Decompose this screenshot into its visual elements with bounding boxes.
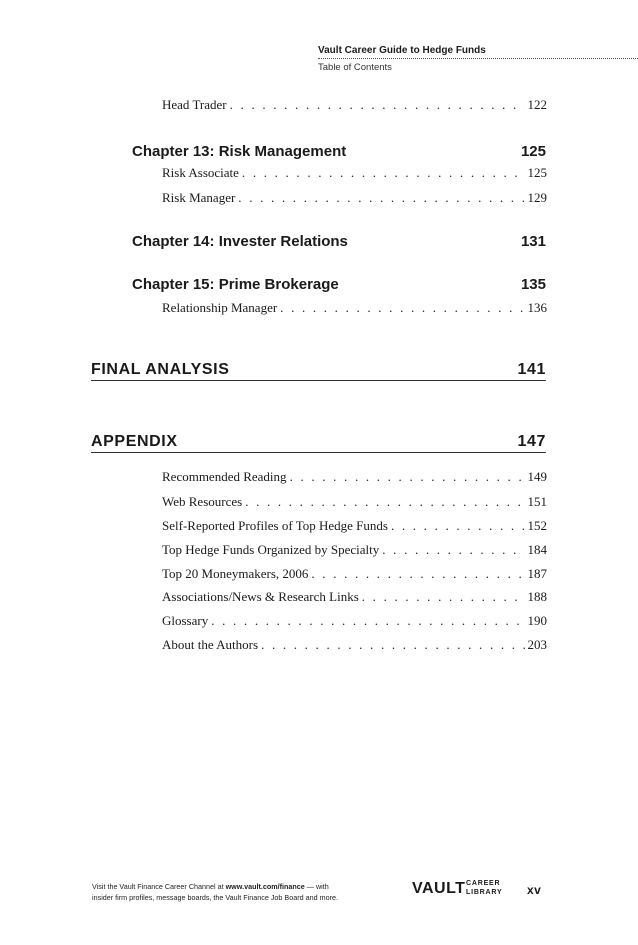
dot-leader — [280, 300, 524, 316]
toc-entry-head-trader[interactable] — [162, 97, 547, 115]
toc-chapter-14[interactable] — [132, 233, 546, 250]
toc-entry-title: Risk Manager — [162, 190, 236, 205]
toc-entry-page: 187 — [527, 566, 547, 581]
toc-entry-organized-by-specialty[interactable] — [162, 542, 547, 560]
toc-entry-title: Top Hedge Funds Organized by Specialty — [162, 542, 380, 557]
toc-entry-risk-manager[interactable] — [162, 190, 547, 208]
section-page: 147 — [517, 433, 546, 450]
toc-entry-title: Risk Associate — [162, 165, 239, 180]
toc-entry-glossary[interactable] — [162, 613, 547, 631]
toc-entry-recommended-reading[interactable] — [162, 469, 547, 487]
dot-leader — [211, 613, 524, 629]
toc-entry-self-reported-profiles[interactable] — [162, 518, 547, 536]
toc-entry-associations-links[interactable] — [162, 589, 547, 607]
dot-leader — [382, 542, 524, 558]
chapter-title: Chapter 14: Invester Relations — [132, 233, 348, 250]
toc-entry-risk-associate[interactable] — [162, 165, 547, 183]
toc-entry-title: Web Resources — [162, 494, 243, 509]
dot-leader — [245, 494, 524, 510]
header-dotted-rule — [318, 58, 638, 59]
toc-entry-web-resources[interactable] — [162, 494, 547, 512]
toc-entry-page: 188 — [527, 589, 547, 604]
chapter-page: 131 — [520, 233, 546, 250]
toc-entry-title: About the Authors — [162, 637, 259, 652]
dot-leader — [238, 190, 524, 206]
footer-text: Visit the Vault Finance Career Channel at — [92, 882, 226, 891]
toc-entry-page: 122 — [527, 97, 547, 112]
running-header-subtitle: Table of Contents — [318, 62, 392, 73]
toc-entry-page: 151 — [527, 494, 547, 509]
toc-entry-page: 129 — [527, 190, 547, 205]
dot-leader — [230, 97, 525, 113]
toc-entry-title: Head Trader — [162, 97, 227, 112]
dot-leader — [290, 469, 525, 485]
footer-link-vault-finance[interactable]: www.vault.com/finance — [225, 882, 305, 891]
page-number: xv — [527, 883, 542, 897]
dot-leader — [242, 165, 525, 181]
chapter-title: Chapter 13: Risk Management — [132, 143, 347, 160]
section-title: FINAL ANALYSIS — [91, 361, 230, 378]
toc-entry-about-the-authors[interactable] — [162, 637, 547, 655]
toc-entry-page: 203 — [527, 637, 547, 652]
vault-logo-career: CAREER — [466, 880, 501, 887]
toc-entry-relationship-manager[interactable] — [162, 300, 547, 318]
dot-leader — [311, 566, 524, 582]
chapter-page: 135 — [520, 276, 546, 293]
toc-entry-title: Top 20 Moneymakers, 2006 — [162, 566, 309, 581]
toc-chapter-13[interactable] — [132, 143, 546, 160]
toc-entry-page: 184 — [527, 542, 547, 557]
toc-entry-page: 149 — [527, 469, 547, 484]
vault-logo-library: LIBRARY — [466, 889, 503, 896]
toc-entry-page: 152 — [527, 518, 547, 533]
chapter-title: Chapter 15: Prime Brokerage — [132, 276, 339, 293]
toc-entry-top-20-moneymakers[interactable] — [162, 566, 547, 584]
dot-leader — [362, 589, 525, 605]
section-underline — [91, 380, 546, 381]
toc-entry-page: 190 — [527, 613, 547, 628]
footer-line-1 — [92, 882, 329, 891]
toc-entry-page: 125 — [527, 165, 547, 180]
section-title: APPENDIX — [91, 433, 178, 450]
toc-entry-title: Glossary — [162, 613, 209, 628]
toc-chapter-15[interactable] — [132, 276, 546, 293]
section-page: 141 — [517, 361, 546, 378]
toc-entry-title: Associations/News & Research Links — [162, 589, 359, 604]
section-underline — [91, 452, 546, 453]
vault-logo-wordmark: VAULT — [412, 880, 466, 897]
toc-entry-title: Self-Reported Profiles of Top Hedge Funds — [162, 518, 388, 533]
toc-entry-page: 136 — [527, 300, 547, 315]
toc-section-appendix[interactable] — [91, 433, 546, 451]
footer-text: — with — [304, 882, 329, 891]
dot-leader — [391, 518, 525, 534]
toc-entry-title: Recommended Reading — [162, 469, 287, 484]
toc-entry-title: Relationship Manager — [162, 300, 278, 315]
running-header-title: Vault Career Guide to Hedge Funds — [318, 45, 486, 56]
toc-section-final-analysis[interactable] — [91, 361, 546, 379]
chapter-page: 125 — [520, 143, 546, 160]
dot-leader — [261, 637, 524, 653]
footer-line-2: insider firm profiles, message boards, the Vault Finance Job Board and more. — [92, 893, 338, 902]
